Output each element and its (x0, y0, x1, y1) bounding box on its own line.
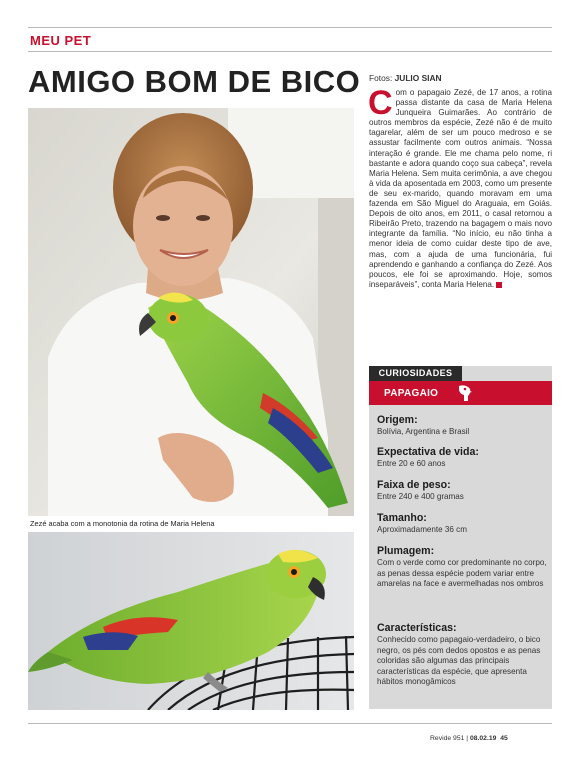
bottom-rule (28, 723, 552, 724)
curiosities-tab: CURIOSIDADES (369, 366, 462, 381)
fact-label: Expectativa de vida: (377, 446, 479, 458)
parrot-icon (456, 384, 472, 402)
photo-credit-label: Fotos: (369, 73, 393, 83)
fact-label: Tamanho: (377, 512, 427, 524)
fact-plumage (377, 545, 547, 590)
photo-credit-name: JULIO SIAN (394, 73, 442, 83)
fact-label: Origem: (377, 414, 418, 426)
fact-size (377, 512, 547, 536)
fact-value: Bolívia, Argentina e Brasil (377, 427, 470, 436)
article-title: AMIGO BOM DE BICO (28, 64, 361, 99)
photo-credit (369, 73, 442, 83)
fact-characteristics (377, 622, 547, 688)
drop-cap: C (368, 84, 393, 122)
section-label: MEU PET (30, 33, 92, 48)
fact-weight (377, 479, 547, 503)
page-footer: Revide 951 | 08.02.19 45 (430, 735, 508, 742)
fact-label: Plumagem: (377, 545, 435, 557)
fact-label: Características: (377, 622, 457, 634)
article-text: om o papagaio Zezé, de 17 anos, a rotina passa distante da casa de Maria Helena Junqueira Guimarães. Ao contrário de outros membros da espécie, Zezé não é de muito tagarelar, além de ser um pouco medroso e se assustar facilmente com outros animais. “Nossa interação é grande. Ele me chama pelo nome, ri bastante e adora quando coço sua cabeça”, revela Maria Helena. Sem muita cerimônia, a ave chegou à vida da aposentada em 2003, como um presente de seu ex-marido, quando moravam em uma fazenda em São Miguel do Araguaia, em Goiás. Depois de oito anos, em 2011, o casal retornou a Ribeirão Preto, trazendo na bagagem o mais novo integrante da família. “No início, eu não tinha a menor ideia de como cuidar deste tipo de ave, mas, com a ajuda de uma funcionária, fui aprendendo e ganhando a confiança do Zezé. Aos poucos, ele foi se aproximando. Hoje, somos inseparáveis”, conta Maria Helena. (369, 88, 552, 289)
fact-value: Conhecido como papagaio-verdadeiro, o bico negro, os pés com dedos opostos e as penas coloridas são algumas das principais características da espécie, que apresenta hábitos monogâmicos (377, 635, 541, 687)
footer-date: 08.02.19 (469, 735, 497, 742)
footer-magazine: Revide 951 (430, 735, 465, 742)
curiosities-header: PAPAGAIO (384, 388, 439, 399)
photo-woman-with-parrot (28, 108, 354, 516)
fact-label: Faixa de peso: (377, 479, 451, 491)
page-number: 45 (500, 735, 508, 742)
fact-origin (377, 414, 547, 438)
fact-value: Com o verde como cor predominante no corpo, as penas dessa espécie podem variar entre amarelas na face e avermelhadas nos ombros (377, 558, 547, 589)
top-rule (28, 27, 552, 28)
end-mark-icon (496, 282, 502, 288)
fact-life-expectancy (377, 446, 547, 470)
fact-value: Entre 20 e 60 anos (377, 459, 446, 468)
photo-caption: Zezé acaba com a monotonia da rotina de Maria Helena (30, 519, 215, 528)
section-rule (28, 51, 552, 52)
fact-value: Entre 240 e 400 gramas (377, 492, 464, 501)
fact-value: Aproximadamente 36 cm (377, 525, 467, 534)
article-body (368, 84, 552, 290)
photo-parrot-on-cage-image (28, 532, 354, 710)
photo-woman-with-parrot-image (28, 108, 354, 516)
photo-parrot-on-cage (28, 532, 354, 710)
